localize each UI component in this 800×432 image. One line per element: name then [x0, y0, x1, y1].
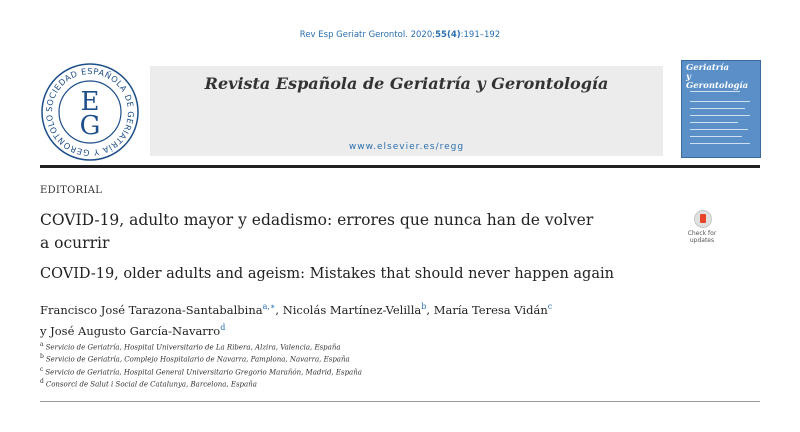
author-line-1	[40, 298, 680, 319]
cover-title-line2: y Gerontología	[686, 72, 749, 91]
author-name[interactable]: Francisco José Tarazona-Santabalbina	[40, 302, 263, 317]
cover-text-line	[690, 122, 738, 123]
author-affiliation-link[interactable]: d	[220, 322, 226, 332]
society-logo	[40, 62, 140, 162]
cover-text-line	[690, 136, 742, 137]
check-updates-icon	[694, 210, 712, 228]
cover-title-line1: Geriatría	[686, 63, 730, 73]
journal-title: Revista Española de Geriatría y Gerontología	[204, 74, 609, 93]
content-divider	[40, 401, 760, 402]
header-divider	[40, 165, 760, 168]
citation-issue: (4)	[446, 30, 461, 40]
author-name[interactable]: María Teresa Vidán	[433, 302, 548, 317]
cover-text-line	[690, 91, 740, 92]
author-affiliation-link[interactable]: c	[547, 302, 553, 311]
author-affiliation-link[interactable]: b	[421, 302, 427, 311]
svg-text:SOCIEDAD ESPAÑOLA DE GERIATRÍA: SOCIEDAD ESPAÑOLA DE GERIATRÍA Y GERONTOLO	[43, 65, 137, 159]
affiliation-item	[40, 340, 640, 352]
check-for-updates-button[interactable]	[681, 210, 723, 250]
affiliation-marker: c	[40, 365, 44, 373]
cover-text-line	[690, 108, 745, 109]
author-name[interactable]: y José Augusto García-Navarro	[40, 323, 221, 338]
author-list	[40, 298, 680, 340]
article-title-english: COVID-19, older adults and ageism: Mistakes that should never happen again	[40, 266, 614, 282]
section-label: EDITORIAL	[40, 185, 103, 196]
affiliation-item	[40, 377, 640, 389]
cover-text-line	[690, 101, 750, 102]
cover-title	[686, 64, 756, 91]
affiliation-marker: b	[40, 353, 44, 361]
author-affiliation-link[interactable]: a,∗	[262, 302, 276, 311]
title-es-line1: COVID-19, adulto mayor y edadismo: errores que nunca han de volver	[40, 211, 594, 229]
affiliation-text: Servicio de Geriatría, Complejo Hospitalario de Navarra, Pamplona, Navarra, España	[45, 355, 350, 364]
svg-text:E: E	[80, 87, 100, 117]
bookmark-icon	[700, 214, 706, 223]
check-updates-label	[681, 230, 723, 244]
journal-masthead	[150, 66, 663, 156]
journal-url-link[interactable]: www.elsevier.es/regg	[348, 142, 465, 152]
affiliation-marker: d	[40, 377, 44, 385]
title-es-line2: a ocurrir	[40, 234, 110, 252]
journal-cover-thumbnail[interactable]	[681, 60, 761, 158]
author-separator: ,	[275, 302, 283, 317]
citation-line[interactable]	[0, 30, 800, 40]
affiliation-text: Consorci de Salut i Social de Catalunya, Barcelona, España	[45, 380, 257, 389]
svg-text:G: G	[79, 111, 101, 141]
author-name[interactable]: Nicolás Martínez-Velilla	[282, 302, 422, 317]
affiliation-item	[40, 352, 640, 364]
citation-journal: Rev Esp Geriatr Gerontol.	[299, 30, 408, 40]
author-line-2	[40, 319, 680, 340]
cover-text-line	[690, 115, 750, 116]
affiliation-list	[40, 340, 640, 389]
citation-volume: 55	[435, 30, 447, 40]
affiliation-item	[40, 365, 640, 377]
author-separator: ,	[426, 302, 434, 317]
citation-pages: :191–192	[460, 30, 501, 40]
citation-year: 2020;	[410, 30, 436, 40]
article-title-spanish	[40, 209, 670, 255]
society-seal-icon	[40, 62, 140, 162]
affiliation-text: Servicio de Geriatría, Hospital General Universitario Gregorio Marañón, Madrid, España	[45, 367, 362, 376]
check-updates-line1: Check for	[687, 230, 717, 237]
check-updates-line2: updates	[689, 237, 715, 244]
affiliation-marker: a	[40, 341, 44, 348]
affiliation-text: Servicio de Geriatría, Hospital Universitario de La Ribera, Alzira, Valencia, España	[45, 343, 341, 352]
cover-text-line	[690, 143, 750, 144]
cover-text-line	[690, 129, 748, 130]
